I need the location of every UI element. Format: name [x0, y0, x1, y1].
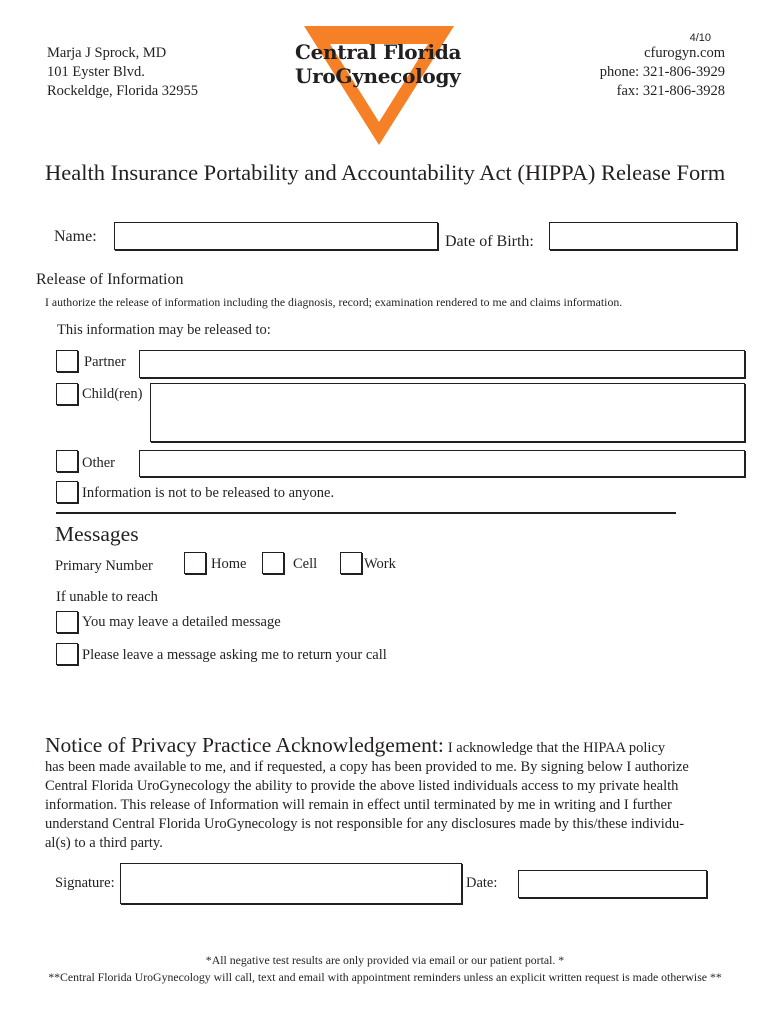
address-line-1: 101 Eyster Blvd. — [47, 64, 145, 80]
not-released-checkbox[interactable] — [56, 481, 78, 503]
practice-address — [47, 44, 198, 101]
cell-checkbox[interactable] — [262, 552, 284, 574]
notice-line-1: I acknowledge that the HIPAA policy — [447, 740, 666, 756]
notice-body — [45, 758, 689, 853]
page-title: Health Insurance Portability and Accountability Act (HIPPA) Release Form — [45, 160, 726, 185]
contact-info — [600, 44, 725, 101]
detailed-message-label: You may leave a detailed message — [82, 614, 281, 630]
practice-logo — [276, 24, 476, 149]
other-label: Other — [82, 455, 116, 471]
cell-label: Cell — [293, 556, 318, 572]
partner-field[interactable] — [139, 350, 745, 378]
children-checkbox[interactable] — [56, 383, 78, 405]
date-field[interactable] — [518, 870, 707, 898]
children-field[interactable] — [150, 383, 745, 442]
form-code: 4/10 — [689, 32, 711, 44]
notice-first-line — [45, 733, 665, 758]
notice-line-5: understand Central Florida UroGynecology is not responsible for any disclosures made by this/these individu- — [45, 816, 685, 832]
authorization-text: I authorize the release of information including the diagnosis, record; examination rendered to me and claims information. — [45, 295, 623, 309]
notice-line-6: al(s) to a third party. — [45, 835, 163, 851]
notice-heading: Notice of Privacy Practice Acknowledgement: — [45, 733, 444, 757]
notice-line-4: information. This release of Information will remain in effect until terminated by me in writing and I further — [45, 797, 672, 813]
children-label: Child(ren) — [82, 386, 143, 402]
name-field[interactable] — [114, 222, 438, 250]
other-field[interactable] — [139, 450, 745, 477]
other-checkbox[interactable] — [56, 450, 78, 472]
unable-to-reach-label: If unable to reach — [56, 589, 158, 605]
signature-field[interactable] — [120, 863, 462, 904]
detailed-message-checkbox[interactable] — [56, 611, 78, 633]
partner-checkbox[interactable] — [56, 350, 78, 372]
release-heading: Release of Information — [36, 271, 184, 288]
return-call-label: Please leave a message asking me to return your call — [82, 647, 387, 663]
footer-note-1: *All negative test results are only provided via email or our patient portal. * — [205, 953, 565, 967]
name-label: Name: — [54, 228, 97, 245]
home-checkbox[interactable] — [184, 552, 206, 574]
section-divider — [56, 512, 676, 514]
work-checkbox[interactable] — [340, 552, 362, 574]
messages-heading: Messages — [55, 522, 139, 546]
phone: phone: 321-806-3929 — [599, 64, 725, 80]
not-released-label: Information is not to be released to anyone. — [82, 485, 335, 501]
primary-number-label: Primary Number — [55, 558, 153, 574]
return-call-checkbox[interactable] — [56, 643, 78, 665]
logo-line-2: UroGynecology — [295, 64, 461, 88]
logo-line-1: Central Florida — [295, 40, 462, 64]
notice-line-3: Central Florida UroGynecology the ability to provide the above listed individuals access to my private health — [45, 778, 679, 794]
work-label: Work — [364, 556, 396, 572]
dob-field[interactable] — [549, 222, 737, 250]
address-line-2: Rockeldge, Florida 32955 — [47, 83, 199, 99]
partner-label: Partner — [84, 354, 126, 370]
date-label: Date: — [466, 875, 498, 891]
doctor-name: Marja J Sprock, MD — [47, 45, 167, 61]
footer-note-2: **Central Florida UroGynecology will call, text and email with appointment reminders unless an explicit written request is made otherwise ** — [48, 970, 722, 984]
website: cfurogyn.com — [644, 45, 725, 61]
dob-label: Date of Birth: — [445, 233, 534, 250]
signature-label: Signature: — [55, 875, 115, 891]
fax: fax: 321-806-3928 — [616, 83, 725, 99]
notice-line-2: has been made available to me, and if requested, a copy has been provided to me. By signing below I authorize — [45, 759, 689, 775]
home-label: Home — [211, 556, 247, 572]
released-to-label: This information may be released to: — [57, 322, 271, 338]
